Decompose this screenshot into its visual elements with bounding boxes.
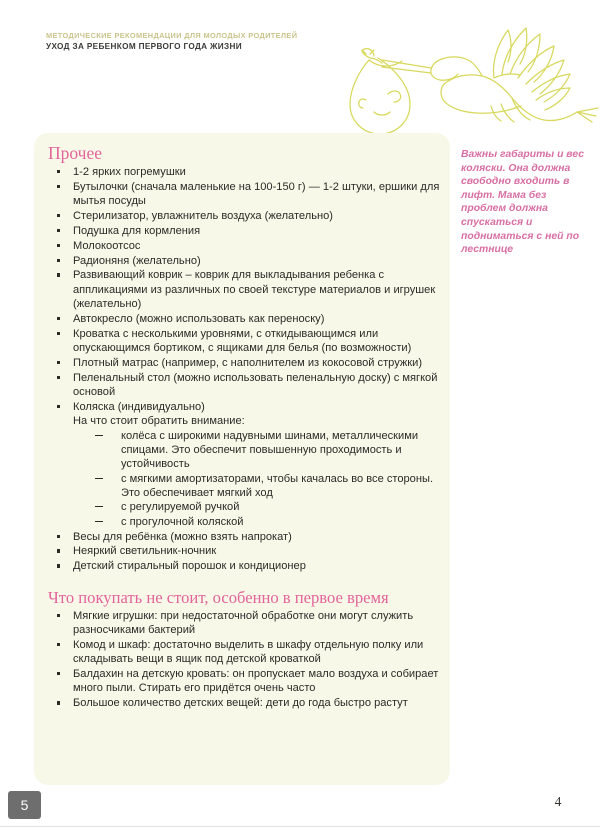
list-item	[48, 327, 442, 356]
list-item-text: Радионяня (желательно)	[73, 254, 201, 267]
list-item	[48, 371, 442, 400]
list-item	[48, 180, 442, 209]
list-item-text: Развивающий коврик – коврик для выкладывания ребенка с аппликациями из различных по своей текстуре материалов и игрушек (желательно)	[73, 269, 436, 311]
list-item-text: Стерилизатор, увлажнитель воздуха (желательно)	[73, 210, 333, 223]
list-item-text: Неяркий светильник-ночник	[73, 545, 217, 558]
list-item	[48, 165, 442, 179]
list-item-text: Молокоотсос	[73, 239, 141, 252]
bullet-square-icon	[57, 405, 60, 408]
list-item-text: Весы для ребёнка (можно взять напрокат)	[73, 530, 292, 543]
list-item	[48, 239, 442, 253]
bullet-square-icon	[57, 614, 60, 617]
footer-divider	[0, 826, 600, 827]
bullet-square-icon	[57, 643, 60, 646]
bullet-square-icon	[57, 376, 60, 379]
bullet-square-icon	[57, 549, 60, 552]
bullet-square-icon	[57, 361, 60, 364]
list-item	[48, 609, 442, 638]
bullet-square-icon	[57, 259, 60, 262]
list-item-text: Автокресло (можно использовать как переноску)	[73, 312, 325, 325]
header-subtitle: МЕТОДИЧЕСКИЕ РЕКОМЕНДАЦИИ ДЛЯ МОЛОДЫХ РОДИТЕЛЕЙ	[46, 31, 298, 40]
content-card	[34, 133, 450, 785]
bullet-square-icon	[57, 701, 60, 704]
sub-list-item	[73, 500, 442, 514]
list-item-text: 1-2 ярких погремушки	[73, 166, 186, 178]
section-title-what-not-to-buy: Что покупать не стоит, особенно в первое время	[48, 587, 389, 607]
page-number: 4	[554, 794, 562, 809]
sub-list-item-text: с прогулочной коляской	[121, 515, 244, 528]
page-badge[interactable]: 5	[8, 791, 41, 819]
section-title-prochee: Прочее	[48, 143, 103, 163]
bullet-square-icon	[57, 672, 60, 675]
bullet-square-icon	[57, 244, 60, 247]
stroller-sublist	[73, 429, 442, 529]
sub-list-item	[73, 515, 442, 529]
bullet-square-icon	[57, 185, 60, 188]
list-item-text: Детский стиральный порошок и кондиционер	[73, 560, 306, 573]
bullet-square-icon	[57, 170, 60, 173]
bullet-square-icon	[57, 317, 60, 320]
list-item	[48, 696, 442, 710]
list-item	[48, 209, 442, 223]
margin-note: Важны габариты и вес коляски. Она должна свободно входить в лифт. Мама без проблем должна спускаться и подниматься с ней по лестнице	[461, 149, 584, 256]
list-item	[48, 559, 442, 573]
list-item	[48, 268, 442, 311]
list-item	[48, 356, 442, 370]
bullet-square-icon	[57, 564, 60, 567]
header-title: УХОД ЗА РЕБЕНКОМ ПЕРВОГО ГОДА ЖИЗНИ	[46, 42, 243, 51]
sub-list-item-text: с регулируемой ручкой	[121, 501, 240, 514]
list-item-text: Кроватка с несколькими уровнями, с откидывающимся или опускающимся бортиком, с ящиками для белья (по возможности)	[73, 327, 412, 355]
dash-bullet-icon	[95, 521, 103, 522]
list-item-text: Коляска (индивидуально)	[73, 401, 205, 413]
list-item	[48, 224, 442, 238]
dash-bullet-icon	[95, 478, 103, 479]
sub-list-item-text: с мягкими амортизаторами, чтобы качалась во все стороны. Это обеспечивает мягкий ход	[121, 472, 434, 500]
sub-list-item-text: колёса с широкими надувными шинами, металлическими спицами. Это обеспечит повышенную проходимость и устойчивость	[121, 429, 419, 471]
sub-list-item	[73, 429, 442, 472]
list-item	[48, 638, 442, 667]
dash-bullet-icon	[95, 506, 103, 507]
supplies-list	[48, 165, 442, 574]
bullet-square-icon	[57, 273, 60, 276]
list-item-text: Пеленальный стол (можно использовать пеленальную доску) с мягкой основой	[73, 371, 438, 399]
document-header	[46, 30, 376, 53]
list-item-text: Мягкие игрушки: при недостаточной обработке они могут служить разносчиками бактерий	[73, 609, 414, 636]
list-item-text: Балдахин на детскую кровать: он пропускает мало воздуха и собирает много пыли. Стирать его придётся очень часто	[73, 668, 439, 695]
list-item	[48, 544, 442, 558]
bullet-square-icon	[57, 229, 60, 232]
list-item-stroller	[48, 400, 442, 529]
list-item-text: Большое количество детских вещей: дети до года быстро растут	[73, 697, 408, 710]
avoid-list	[48, 609, 442, 711]
dash-bullet-icon	[95, 435, 103, 436]
list-item-text: Комод и шкаф: достаточно выделить в шкафу отдельную полку или складывать вещи в ящик под детской кроваткой	[73, 638, 424, 666]
bullet-square-icon	[57, 535, 60, 538]
stroller-lead-text: На что стоит обратить внимание:	[73, 415, 245, 428]
list-item	[48, 530, 442, 544]
list-item-text: Бутылочки (сначала маленькие на 100-150 г) — 1-2 штуки, ершики для мытья посуды	[73, 180, 440, 208]
list-item-text: Плотный матрас (например, с наполнителем из кокосовой стружки)	[73, 356, 423, 369]
bullet-square-icon	[57, 332, 60, 335]
list-item-text: Подушка для кормления	[73, 224, 201, 237]
list-item	[48, 312, 442, 326]
list-item	[48, 667, 442, 696]
list-item	[48, 254, 442, 268]
sub-list-item	[73, 472, 442, 501]
bullet-square-icon	[57, 214, 60, 217]
